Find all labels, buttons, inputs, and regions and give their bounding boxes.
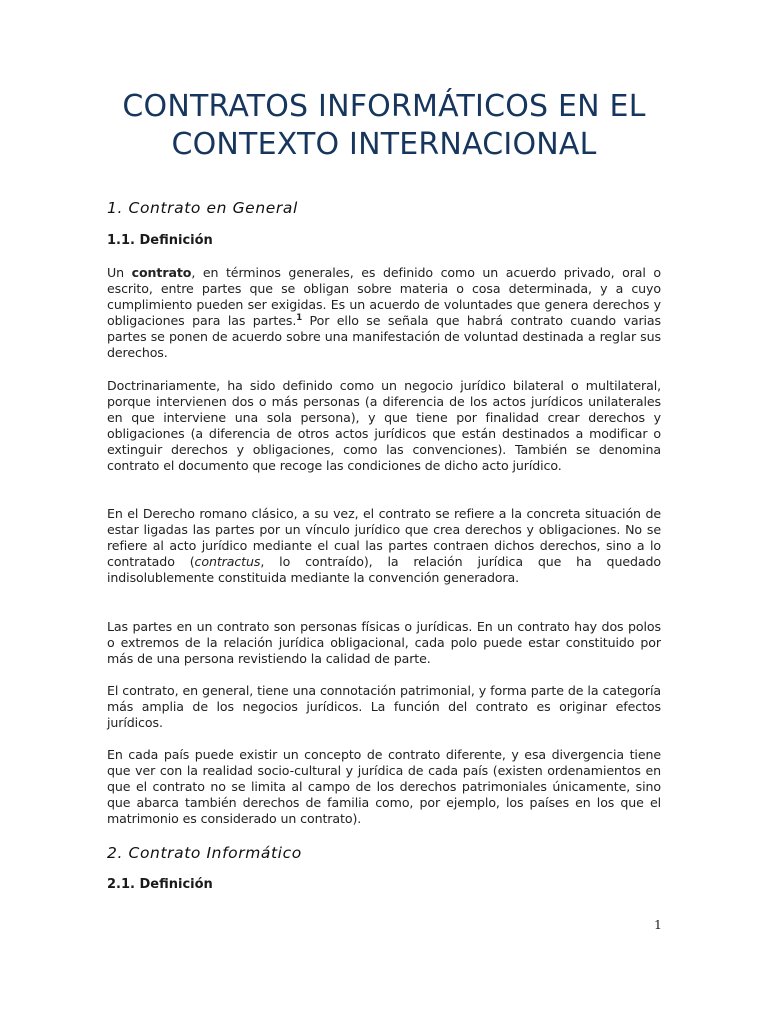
paragraph-text: Por ello se señala que habrá contrato cuando varias partes se ponen de acuerdo sobre una manifestación de voluntad destinada a reglar sus derechos. xyxy=(107,313,662,361)
footnote-marker[interactable]: 1 xyxy=(296,313,303,324)
paragraph-partes-contrato: Las partes en un contrato son personas físicas o jurídicas. En un contrato hay dos polos o extremos de la relación jurídica obligacional, cada polo puede estar constituido por más de una persona revistiendo la calidad de parte. xyxy=(107,619,661,667)
paragraph-text: En el Derecho romano clásico, a su vez, el contrato se refiere a la concreta situación de estar ligadas las partes por un vínculo jurídico que crea derechos y obligaciones. No se refiere al acto jurídico mediante el cual las partes contraen dichos derechos, sino a lo contratado ( xyxy=(107,506,661,570)
paragraph-connotacion-patrimonial: El contrato, en general, tiene una connotación patrimonial, y forma parte de la categoría más amplia de los negocios jurídicos. La función del contrato es originar efectos jurídicos. xyxy=(107,683,661,731)
section-heading-contrato-informatico: 2. Contrato Informático xyxy=(107,844,302,862)
paragraph-text: Un xyxy=(107,265,132,280)
document-title: CONTRATOS INFORMÁTICOS EN EL CONTEXTO INTERNACIONAL xyxy=(122,89,646,162)
paragraph-text: , en términos generales, es definido como un acuerdo privado, oral o escrito, entre partes que se obligan sobre materia o cosa determinada, y a cuyo cumplimiento pueden ser exigidas. Es un acuerdo de voluntades que genera derechos y obligaciones para las partes. xyxy=(107,265,661,329)
bold-term-contrato: contrato xyxy=(131,265,192,280)
paragraph-derecho-romano xyxy=(107,506,661,586)
subsection-heading-definicion-2: 2.1. Definición xyxy=(107,877,213,892)
italic-term-contractus: contractus xyxy=(194,554,261,570)
section-heading-contrato-general: 1. Contrato en General xyxy=(107,199,298,217)
subsection-heading-definicion: 1.1. Definición xyxy=(107,233,213,248)
paragraph-doctrinariamente: Doctrinariamente, ha sido definido como un negocio jurídico bilateral o multilateral, porque intervienen dos o más personas (a diferencia de los actos jurídicos unilaterales en que interviene una sola persona), y que tiene por finalidad crear derechos y obligaciones (a diferencia de otros actos jurídicos que están destinados a modificar o extinguir derechos y obligaciones, como las convenciones). También se denomina contrato el documento que recoge las condiciones de dicho acto jurídico. xyxy=(107,378,661,474)
paragraph-cada-pais: En cada país puede existir un concepto de contrato diferente, y esa divergencia tiene que ver con la realidad socio-cultural y jurídica de cada país (existen ordenamientos en que el contrato no se limita al campo de los derechos patrimoniales únicamente, sino que abarca también derechos de familia como, por ejemplo, los países en los que el matrimonio es considerado un contrato). xyxy=(107,747,661,827)
paragraph-text: , lo contraído), la relación jurídica que ha quedado indisolublemente constituida mediante la convención generadora. xyxy=(107,554,661,586)
paragraph-definicion-contrato xyxy=(107,265,661,362)
page-number: 1 xyxy=(654,917,662,932)
